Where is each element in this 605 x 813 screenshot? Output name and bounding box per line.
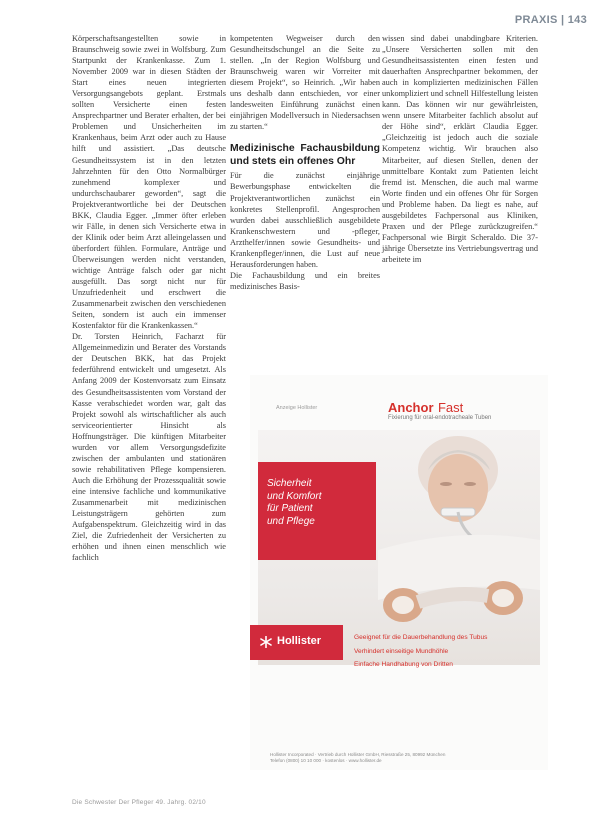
- ad-feature: Verhindert einseitige Mundhöhle: [354, 647, 449, 655]
- header-separator: |: [560, 14, 565, 26]
- article-column-2: [230, 33, 380, 292]
- hollister-logo-box: [250, 625, 343, 660]
- page-footer: Die Schwester Der Pfleger 49. Jahrg. 02/10: [72, 799, 206, 806]
- article-column-1: [72, 33, 226, 563]
- ad-brand-light: Fast: [437, 400, 464, 415]
- section-label: PRAXIS: [514, 14, 558, 26]
- ad-feature-list: [354, 631, 487, 672]
- ad-label: Anzeige Hollister: [276, 405, 318, 411]
- fine-print-line: Hollister Incorporated · Vertrieb durch Hollister GmbH, Riesstraße 25, 80992 München: [270, 752, 446, 757]
- ad-feature: Geeignet für die Dauerbehandlung des Tubus: [354, 634, 488, 641]
- paragraph: Für die zunächst einjährige Bewerbungsphase entwickelten die Projektverantwortlichen zunächst ein konkretes Stellenprofil. Angesprochen wurden dabei ausschließlich ausgebildete Krankenschwestern und -pfleger, Arzthelfer/innen sowie Gesundheits- und Krankenpfleger/innen, die Lust auf neue Herausforderungen haben.: [230, 171, 380, 269]
- page-number: 143: [567, 14, 587, 26]
- section-subheading: Medizinische Fachausbildung und stets ein offenes Ohr: [230, 143, 380, 168]
- page-header: [515, 14, 587, 26]
- company-name: Hollister: [277, 635, 322, 647]
- ad-feature: Einfache Handhabung von Dritten: [354, 661, 453, 669]
- paragraph: Dr. Torsten Heinrich, Facharzt für Allgemeinmedizin und Berater des Vorstands der Deutschen BKK, hat das Projekt federführend entwickelt und umgesetzt. Als Anfang 2009 der Kostenvorsatz zum Einsatz des Gesundheitsassistenten vom Vorstand der Kasse verabschiedet worden war, galt das Projekt sowohl als wirtschaftlicher als auch serviceorientierter Hinsicht als Hoffnungsträger. Die künftigen Mitarbeiter wurden vor allem Versorgungsdefizite zwischen der ambulanten und stationären sowie rehabilitativen Pflege kompensieren. Auch die Erhöhung der Prozessqualität sowie eine intensive fachliche und kommunikative Zusammenarbeit mit medizinischen Leistungsträgern gehörten zum Aufgabenspektrum. Gleichzeitig wird in das Ziel, die Zufriedenheit der Versicherten zu erhöhen und ihnen einen menschlich wie fachlich: [72, 332, 226, 563]
- article-column-3: [382, 33, 538, 265]
- advertisement: [250, 375, 548, 770]
- paragraph: Die Fachausbildung und ein breites medizinisches Basis-: [230, 270, 380, 291]
- ad-headline-line: und Komfort: [267, 490, 322, 502]
- hollister-snowflake-icon: [260, 636, 272, 648]
- ad-headline-line: und Pflege: [267, 515, 315, 527]
- ad-headline-box: [258, 462, 376, 560]
- paragraph: wissen sind dabei unabdingbare Kriterien. „Unsere Versicherten sollen mit den Gesundheitsassistenten einen festen und dauerhaften Ansprechpartner bekommen, der auch in komplizierten medizinischen Fällen unkompliziert und schnell Hilfestellung leisten kann. Das können wir nur gewährleisten, wenn unsere Mitarbeiter fachlich absolut auf der Höhe sind“, erklärt Claudia Egger. „Gleichzeitig ist jedoch auch die soziale Kompetenz wichtig. Wir brauchen also Mitarbeiter, auf diesen Stellen, denen der unmittelbare Kontakt zum Patienten leicht fremd ist. Menschen, die auch mal warme Worte finden und ein offenes Ohr für Sorgen und Probleme haben. Da liegt es nahe, auf ausgebildetes Fachpersonal aus Kliniken, Praxen und der Pflege zurückzugreifen.“ Fachpersonal wie Birgit Scheraldo. Die 37-jährige Übersetzte ins Vertriebungsvertrag und arbeitete im: [382, 34, 538, 264]
- fine-print-line: Telefon (0800) 10 10 000 · kostenlos · www.hollister.de: [270, 758, 382, 763]
- paragraph: kompetenten Wegweiser durch den Gesundheitsdschungel an die Seite zu stellen. „In der Region Wolfsburg und Braunschweig waren wir Vorreiter mit diesem Projekt“, so Heinrich. „Wir haben uns deshalb dann entschieden, vor einer landesweiten Einführung zunächst einen einjährigen Modellversuch in Niedersachsen zu starten.“: [230, 34, 380, 132]
- ad-headline-line: für Patient: [267, 503, 313, 515]
- ad-brand-bold: Anchor: [388, 400, 434, 415]
- ad-tagline: Fixierung für oral-endotracheale Tuben: [388, 415, 492, 421]
- ad-headline-line: Sicherheit: [267, 478, 312, 489]
- paragraph: Körperschaftsangestellten sowie in Braunschweig sowie zwei in Wolfsburg. Zum Startpunkt der Krankenkasse. Zum 1. November 2009 war in diesen Städten der Start eines neuen integrierten Versorgungsangebots geplant. Erstmals sollten Versicherte einen festen Ansprechpartner und Berater erhalten, der bei Problemen und Unsicherheiten im Krankenhaus, beim Arzt oder auch zu Hause hilft und assistiert. „Das deutsche Gesundheitssystem ist in den letzten Jahrzehnten für den Otto Normalbürger zunehmend komplexer und undurchschaubarer geworden“, sagt die Projektverantwortliche bei der Deutschen BKK, Claudia Egger. „Immer öfter erleben wir Fälle, in denen sich Versicherte etwa in der Klinik oder beim Arzt alleingelassen und überfordert fühlen. Formulare, Anträge und Überweisungen werden nicht verstanden, wichtige Anträge falsch oder gar nicht ausgefüllt. Das sorgt nicht nur für Unzufriedenheit und erschwert die Zusammenarbeit zwischen den verschiedenen Seiten, sondern ist auch ein immenser Kostenfaktor für die Krankenkassen.“: [72, 34, 226, 331]
- ad-fine-print: [270, 752, 530, 764]
